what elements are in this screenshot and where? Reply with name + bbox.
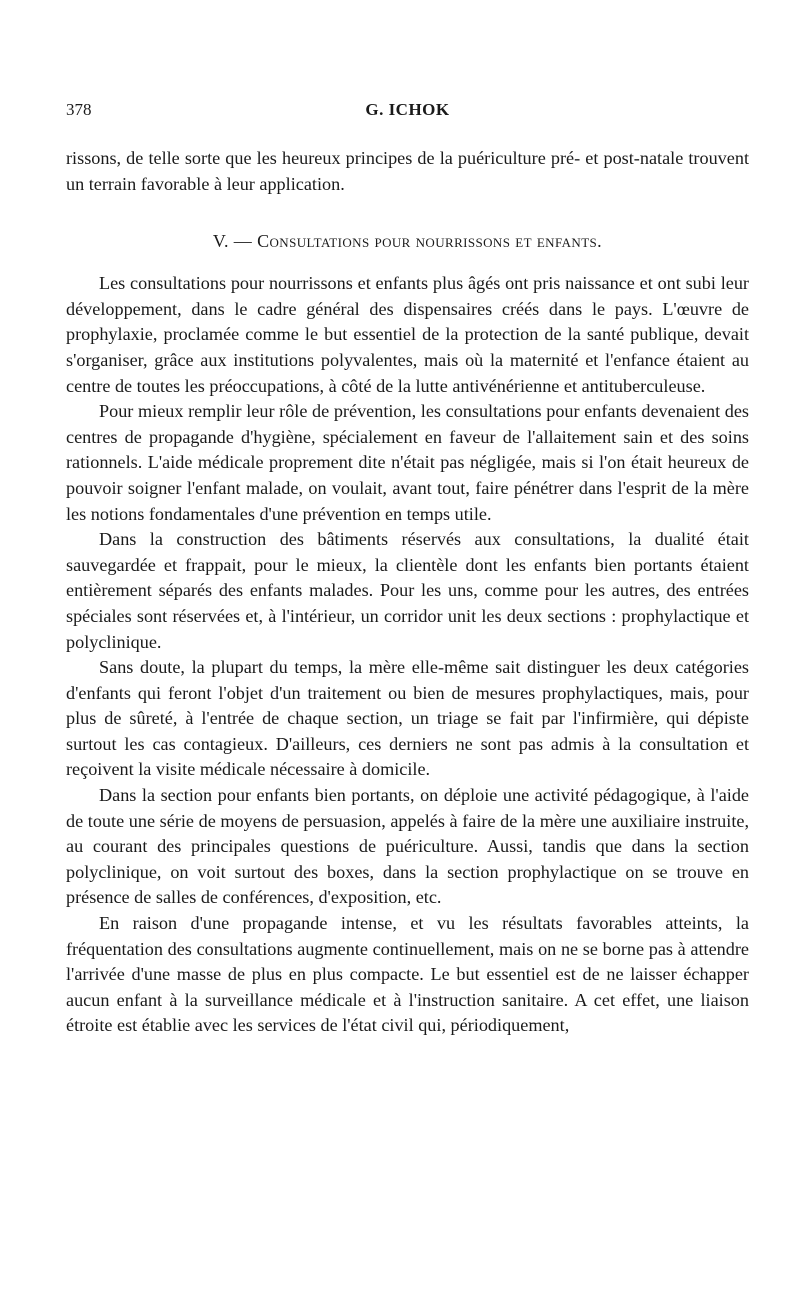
body-paragraph: En raison d'une propagande intense, et vu les résultats favorables atteints, la fréquentation des consultations augmente continuellement, mais on ne se borne pas à attendre l'arrivée d'une masse de plus en plus compacte. Le but essentiel est de ne laisser échapper aucun enfant à la surveillance médicale et à l'instruction sanitaire. A cet effet, une liaison étroite est établie avec les services de l'état civil qui, périodiquement,	[66, 913, 749, 1036]
book-page	[66, 100, 749, 1039]
running-head-author: G. ICHOK	[365, 100, 450, 119]
running-head	[66, 100, 749, 130]
body-paragraph: Dans la section pour enfants bien portants, on déploie une activité pédagogique, à l'aide de toute une série de moyens de persuasion, appelés à faire de la mère une auxiliaire instruite, au courant des principales questions de puériculture. Aussi, tandis que dans la section polyclinique, on voit surtout des boxes, dans la section prophylactique on se trouve en présence de salles de conférences, d'exposition, etc.	[66, 785, 749, 908]
body-paragraph: Les consultations pour nourrissons et enfants plus âgés ont pris naissance et ont subi leur développement, dans le cadre général des dispensaires créés dans le pays. L'œuvre de prophylaxie, proclamée comme le but essentiel de la protection de la santé publique, devait s'organiser, grâce aux institutions polyvalentes, mais où la maternité et l'enfance étaient au centre de toutes les préoccupations, à côté de la lutte antivénérienne et antituberculeuse.	[66, 273, 749, 396]
continued-paragraph: rissons, de telle sorte que les heureux principes de la puériculture pré- et post-natale trouvent un terrain favorable à leur application.	[66, 148, 749, 194]
body-paragraph: Pour mieux remplir leur rôle de prévention, les consultations pour enfants devenaient des centres de propagande d'hygiène, spécialement en faveur de l'allaitement sain et des soins rationnels. L'aide médicale proprement dite n'était pas négligée, mais si l'on était heureux de pouvoir soigner l'enfant malade, on voulait, avant tout, faire pénétrer dans l'esprit de la mère les notions fondamentales d'une prévention en temps utile.	[66, 401, 749, 524]
section-heading: V. — Consultations pour nourrissons et enfants.	[212, 231, 603, 252]
body-paragraph: Dans la construction des bâtiments réservés aux consultations, la dualité était sauvegardée et frappait, pour le mieux, la clientèle dont les enfants bien portants étaient entièrement séparés des enfants malades. Pour les uns, comme pour les autres, des entrées spéciales sont réservées et, à l'intérieur, un corridor unit les deux sections : prophylactique et polyclinique.	[66, 529, 749, 652]
body-paragraph: Sans doute, la plupart du temps, la mère elle-même sait distinguer les deux catégories d'enfants qui feront l'objet d'un traitement ou bien de mesures prophylactiques, mais, pour plus de sûreté, à l'entrée de chaque section, un triage se fait par l'infirmière, qui dépiste surtout les cas contagieux. D'ailleurs, ces derniers ne sont pas admis à la consultation et reçoivent la visite médicale nécessaire à domicile.	[66, 657, 749, 780]
page-number: 378	[66, 100, 92, 119]
